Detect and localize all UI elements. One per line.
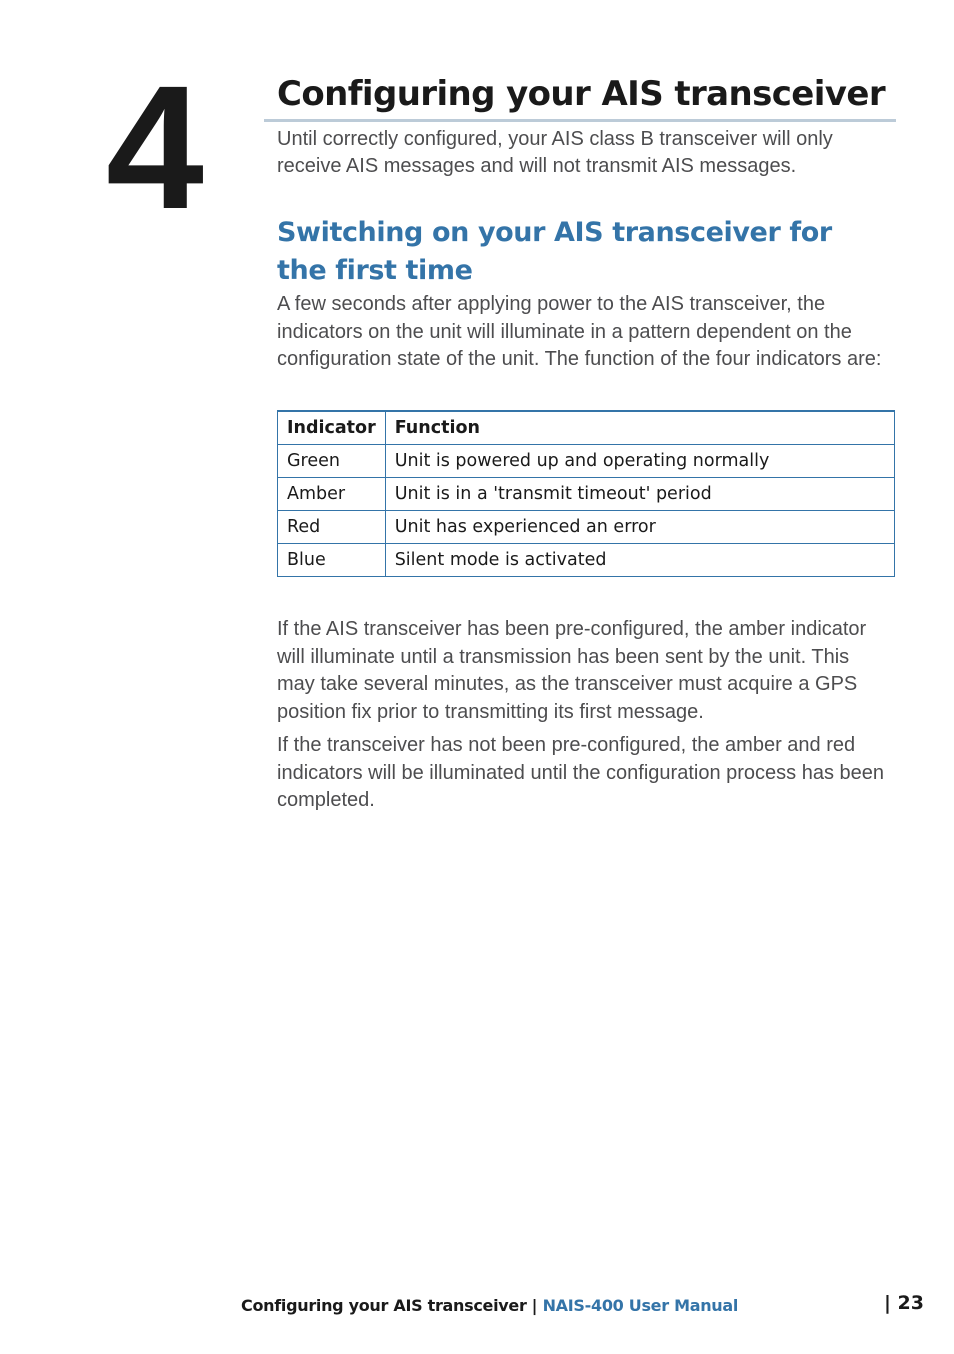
footer-separator: | bbox=[531, 1296, 538, 1315]
page-number: | 23 bbox=[884, 1292, 924, 1314]
table-cell-indicator: Amber bbox=[278, 478, 386, 511]
table-cell-function: Unit is in a 'transmit timeout' period bbox=[385, 478, 894, 511]
section-heading: Switching on your AIS transceiver for the first time bbox=[277, 217, 832, 286]
chapter-title: Configuring your AIS transceiver bbox=[277, 74, 885, 114]
table-cell-function: Silent mode is activated bbox=[385, 544, 894, 577]
table-cell-indicator: Blue bbox=[278, 544, 386, 577]
table-header-indicator: Indicator bbox=[278, 411, 386, 445]
section-paragraph-3: If the transceiver has not been pre-configured, the amber and red indicators will be illuminated until the configuration process has been completed. bbox=[277, 734, 885, 811]
table-cell-indicator: Green bbox=[278, 445, 386, 478]
table-row bbox=[278, 478, 895, 511]
table-row bbox=[278, 511, 895, 544]
table-cell-indicator: Red bbox=[278, 511, 386, 544]
section-paragraph-2: If the AIS transceiver has been pre-configured, the amber indicator will illuminate until a transmission has been sent by the unit. This may take several minutes, as the transceiver must acquire a GPS position fix prior to transmitting its first message. bbox=[277, 618, 867, 723]
indicator-table bbox=[277, 410, 895, 577]
table-header-function: Function bbox=[385, 411, 894, 445]
title-divider bbox=[264, 119, 896, 122]
section-paragraph-1: A few seconds after applying power to the AIS transceiver, the indicators on the unit will illuminate in a pattern dependent on the configuration state of the unit. The function of the four indicators are: bbox=[277, 293, 882, 370]
footer-section-title: Configuring your AIS transceiver bbox=[241, 1296, 527, 1315]
table-cell-function: Unit is powered up and operating normally bbox=[385, 445, 894, 478]
table-header-row bbox=[278, 411, 895, 445]
page-footer bbox=[241, 1295, 738, 1317]
table-row bbox=[278, 544, 895, 577]
chapter-intro: Until correctly configured, your AIS class B transceiver will only receive AIS messages and will not transmit AIS messages. bbox=[277, 128, 833, 177]
table-cell-function: Unit has experienced an error bbox=[385, 511, 894, 544]
footer-manual-title: NAIS-400 User Manual bbox=[542, 1296, 739, 1315]
chapter-number: 4 bbox=[106, 50, 200, 246]
table-row bbox=[278, 445, 895, 478]
